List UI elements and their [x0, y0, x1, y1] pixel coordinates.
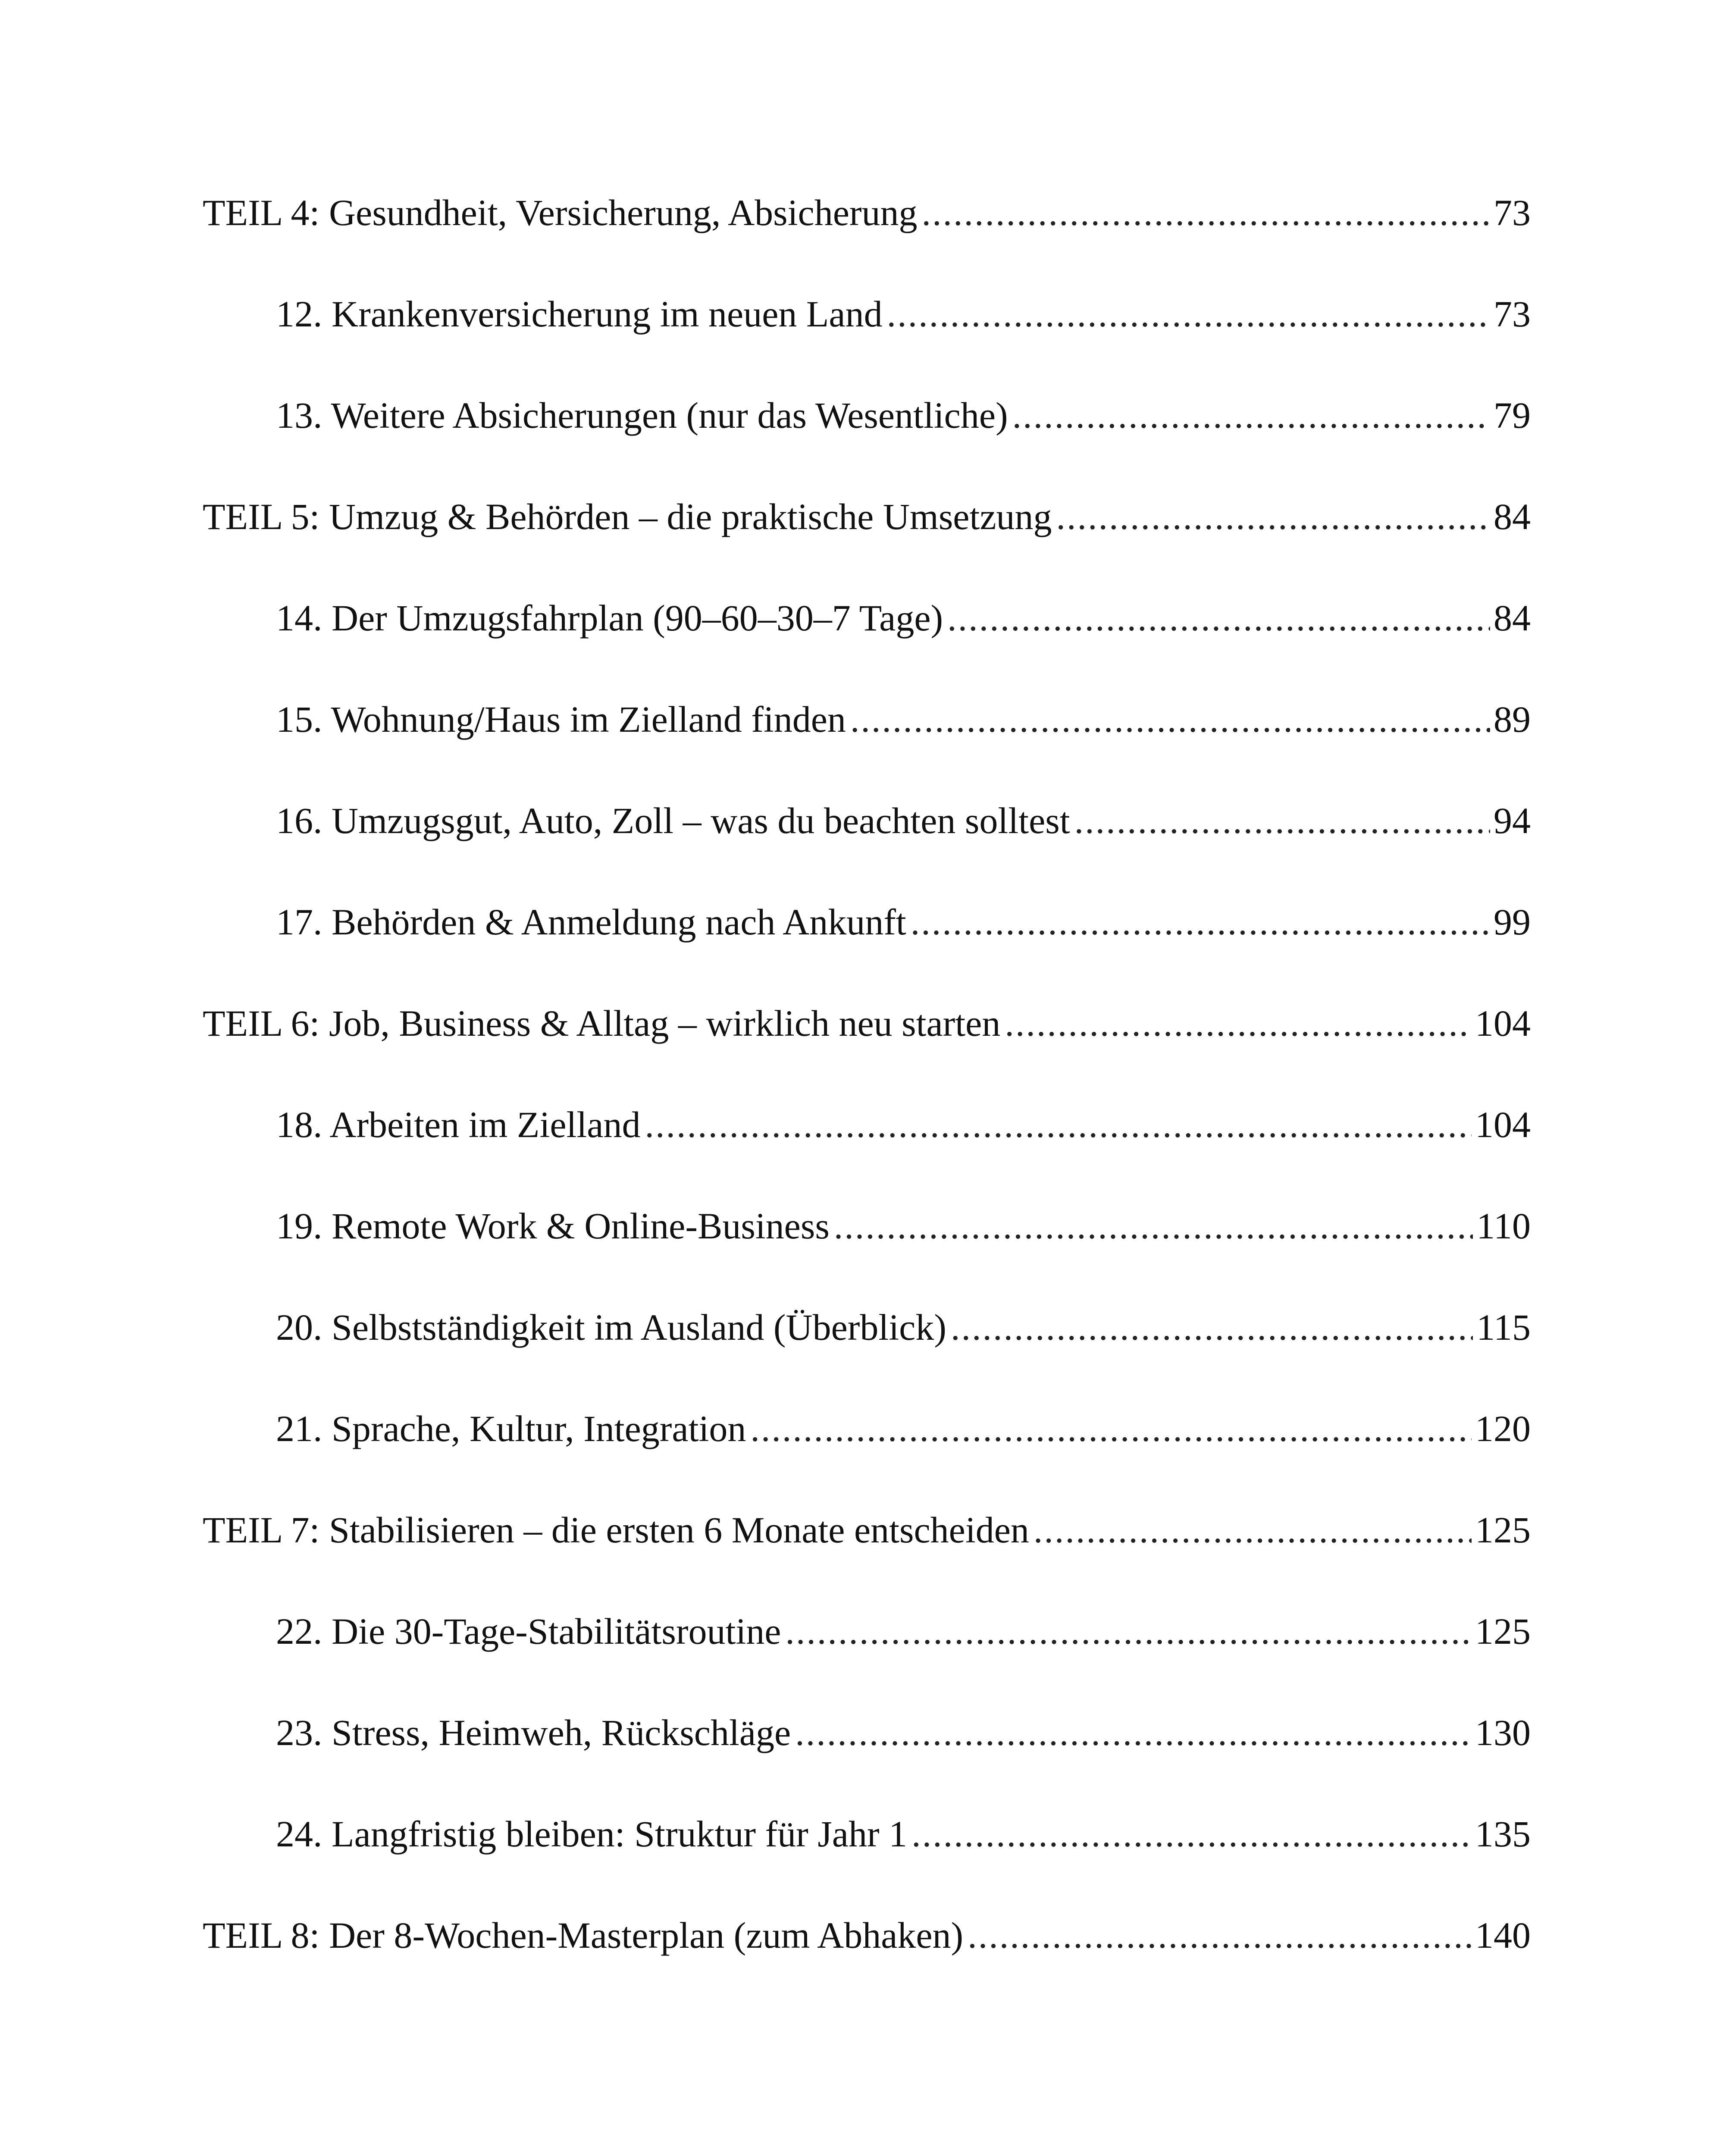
toc-chapter-entry[interactable] — [203, 295, 1531, 397]
toc-dot-leader — [1056, 498, 1490, 535]
toc-page-number: 130 — [1475, 1712, 1531, 1753]
toc-dot-leader — [887, 295, 1490, 332]
toc-entry-title: 22. Die 30-Tage-Stabilitätsroutine — [276, 1611, 781, 1652]
toc-dot-leader — [911, 1815, 1472, 1852]
toc-page-number: 140 — [1475, 1915, 1531, 1956]
toc-page-number: 135 — [1475, 1813, 1531, 1855]
toc-chapter-entry[interactable] — [203, 701, 1531, 802]
toc-page-number: 94 — [1494, 800, 1531, 841]
toc-page-number: 73 — [1494, 293, 1531, 335]
toc-dot-leader — [922, 194, 1490, 231]
toc-page-number: 120 — [1475, 1408, 1531, 1449]
toc-chapter-entry[interactable] — [203, 1815, 1531, 1917]
toc-chapter-entry[interactable] — [203, 903, 1531, 1005]
toc-part-entry[interactable] — [203, 1511, 1531, 1613]
toc-chapter-entry[interactable] — [203, 1309, 1531, 1410]
toc-entry-title: 20. Selbstständigkeit im Ausland (Überblick) — [276, 1307, 946, 1348]
toc-entry-title: 19. Remote Work & Online-Business — [276, 1205, 830, 1247]
toc-dot-leader — [850, 701, 1490, 738]
toc-dot-leader — [947, 599, 1490, 636]
toc-dot-leader — [1034, 1511, 1472, 1548]
toc-part-entry[interactable] — [203, 1917, 1531, 2018]
toc-dot-leader — [1074, 802, 1490, 839]
toc-page-number: 89 — [1494, 699, 1531, 740]
toc-chapter-entry[interactable] — [203, 1207, 1531, 1309]
toc-chapter-entry[interactable] — [203, 1613, 1531, 1714]
toc-entry-title: 24. Langfristig bleiben: Struktur für Jahr 1 — [276, 1813, 908, 1855]
toc-page-number: 84 — [1494, 597, 1531, 639]
toc-part-entry[interactable] — [203, 498, 1531, 599]
toc-entry-title: 14. Der Umzugsfahrplan (90–60–30–7 Tage) — [276, 597, 943, 639]
toc-entry-title: TEIL 7: Stabilisieren – die ersten 6 Monate entscheiden — [203, 1509, 1029, 1551]
toc-dot-leader — [750, 1410, 1472, 1447]
table-of-contents — [203, 194, 1531, 2018]
toc-dot-leader — [645, 1106, 1472, 1143]
toc-part-entry[interactable] — [203, 1005, 1531, 1106]
toc-page-number: 84 — [1494, 496, 1531, 537]
toc-dot-leader — [785, 1613, 1472, 1650]
toc-chapter-entry[interactable] — [203, 1714, 1531, 1815]
toc-page-number: 104 — [1475, 1104, 1531, 1145]
toc-part-entry[interactable] — [203, 194, 1531, 295]
toc-page-number: 99 — [1494, 901, 1531, 943]
toc-page-number: 125 — [1475, 1509, 1531, 1551]
toc-dot-leader — [834, 1207, 1473, 1244]
toc-page-number: 125 — [1475, 1611, 1531, 1652]
toc-chapter-entry[interactable] — [203, 1410, 1531, 1511]
toc-chapter-entry[interactable] — [203, 802, 1531, 903]
toc-entry-title: 12. Krankenversicherung im neuen Land — [276, 293, 883, 335]
toc-entry-title: 15. Wohnung/Haus im Zielland finden — [276, 699, 846, 740]
toc-entry-title: TEIL 4: Gesundheit, Versicherung, Absicherung — [203, 192, 918, 233]
toc-chapter-entry[interactable] — [203, 599, 1531, 701]
toc-dot-leader — [951, 1309, 1473, 1346]
toc-dot-leader — [1012, 397, 1490, 434]
toc-entry-title: TEIL 8: Der 8-Wochen-Masterplan (zum Abhaken) — [203, 1915, 964, 1956]
toc-entry-title: 17. Behörden & Anmeldung nach Ankunft — [276, 901, 906, 943]
toc-chapter-entry[interactable] — [203, 397, 1531, 498]
toc-dot-leader — [1005, 1005, 1472, 1042]
toc-page-number: 73 — [1494, 192, 1531, 233]
toc-page-number: 110 — [1476, 1205, 1531, 1247]
toc-page-number: 115 — [1476, 1307, 1531, 1348]
toc-entry-title: 16. Umzugsgut, Auto, Zoll – was du beachten solltest — [276, 800, 1070, 841]
toc-dot-leader — [795, 1714, 1472, 1751]
toc-entry-title: TEIL 5: Umzug & Behörden – die praktische Umsetzung — [203, 496, 1052, 537]
toc-entry-title: 23. Stress, Heimweh, Rückschläge — [276, 1712, 791, 1753]
toc-dot-leader — [911, 903, 1490, 940]
toc-dot-leader — [968, 1917, 1472, 1954]
toc-page-number: 79 — [1494, 395, 1531, 436]
toc-chapter-entry[interactable] — [203, 1106, 1531, 1207]
toc-entry-title: TEIL 6: Job, Business & Alltag – wirklich neu starten — [203, 1003, 1001, 1044]
toc-page-number: 104 — [1475, 1003, 1531, 1044]
toc-entry-title: 21. Sprache, Kultur, Integration — [276, 1408, 746, 1449]
toc-entry-title: 18. Arbeiten im Zielland — [276, 1104, 641, 1145]
toc-entry-title: 13. Weitere Absicherungen (nur das Wesentliche) — [276, 395, 1008, 436]
